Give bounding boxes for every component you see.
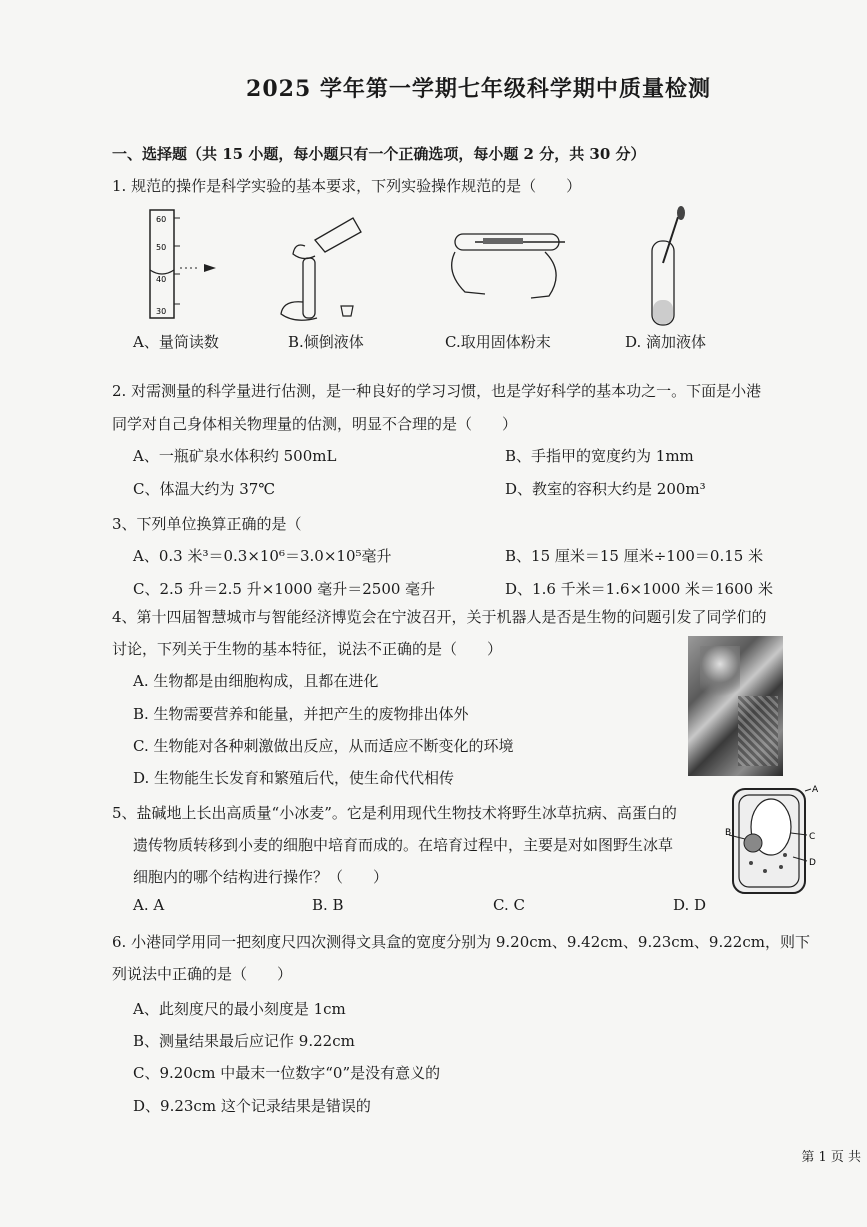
q6-option-c: C、9.20cm 中最末一位数字“0”是没有意义的 (133, 1064, 441, 1082)
eye-icon (204, 264, 216, 272)
q5-option-d: D. D (673, 896, 707, 914)
question-1-stem: 1. 规范的操作是科学实验的基本要求，下列实验操作规范的是（ ） (112, 177, 582, 195)
q2-option-d: D、教室的容积大约是 200m³ (505, 480, 706, 498)
section-heading: 一、选择题（共 15 小题，每小题只有一个正确选项，每小题 2 分，共 30 分） (112, 145, 646, 163)
cell-label-c: C (809, 832, 816, 842)
q4-option-c: C. 生物能对各种刺激做出反应，从而适应不断变化的环境 (133, 737, 514, 755)
solid-powder-figure (445, 212, 570, 307)
cell-label-a: A (812, 785, 819, 795)
question-2-stem-line1: 2. 对需测量的科学量进行估测，是一种良好的学习习惯，也是学好科学的基本功之一。下面是小港 (112, 382, 762, 400)
plant-cell-figure (725, 783, 825, 898)
q1-option-c: C.取用固体粉末 (445, 333, 551, 351)
q3-option-c: C、2.5 升＝2.5 升×1000 毫升＝2500 毫升 (133, 580, 436, 598)
q4-option-a: A. 生物都是由细胞构成，且都在进化 (133, 672, 379, 690)
question-5-stem-line2: 遗传物质转移到小麦的细胞中培育而成的。在培育过程中，主要是对如图野生冰草 (133, 836, 674, 854)
q2-option-a: A、一瓶矿泉水体积约 500mL (133, 447, 337, 465)
page-number-footer: 第 1 页 共 (801, 1150, 861, 1165)
dropper-figure (640, 205, 700, 330)
q1-option-b: B.倾倒液体 (288, 333, 364, 351)
q5-option-c: C. C (493, 896, 525, 914)
robot-expo-photo (688, 636, 783, 776)
q4-option-b: B. 生物需要营养和能量，并把产生的废物排出体外 (133, 705, 469, 723)
q3-option-d: D、1.6 千米＝1.6×1000 米＝1600 米 (505, 580, 773, 598)
question-3-stem: 3、下列单位换算正确的是（ (112, 515, 302, 533)
q6-option-d: D、9.23cm 这个记录结果是错误的 (133, 1097, 371, 1115)
q3-option-b: B、15 厘米＝15 厘米÷100＝0.15 米 (505, 547, 764, 565)
question-4-stem-line2: 讨论，下列关于生物的基本特征，说法不正确的是（ ） (112, 640, 503, 658)
q5-option-a: A. A (133, 896, 165, 914)
question-5-stem-line1: 5、盐碱地上长出高质量“小冰麦”。它是利用现代生物技术将野生冰草抗病、高蛋白的 (112, 804, 677, 822)
q1-option-d: D. 滴加液体 (625, 333, 707, 351)
q5-option-b: B. B (312, 896, 344, 914)
tick-label: 30 (156, 307, 167, 316)
q1-option-a: A、量筒读数 (133, 333, 219, 351)
tick-label: 50 (156, 243, 167, 252)
question-4-stem-line1: 4、第十四届智慧城市与智能经济博览会在宁波召开，关于机器人是否是生物的问题引发了同学们的 (112, 608, 767, 626)
q2-option-b: B、手指甲的宽度约为 1mm (505, 447, 694, 465)
cell-label-b: B (725, 828, 732, 838)
question-6-stem-line1: 6. 小港同学用同一把刻度尺四次测得文具盒的宽度分别为 9.20cm、9.42cm、9.23cm、9.22cm，则下 (112, 933, 810, 951)
exam-title: 2025 学年第一学期七年级科学期中质量检测 (246, 76, 711, 102)
question-5-stem-line3: 细胞内的哪个结构进行操作？（ ） (133, 868, 389, 886)
pouring-liquid-figure (275, 210, 365, 330)
cell-label-d: D (809, 858, 816, 868)
question-2-stem-line2: 同学对自己身体相关物理量的估测，明显不合理的是（ ） (112, 415, 518, 433)
question-6-stem-line2: 列说法中正确的是（ ） (112, 965, 293, 983)
graduated-cylinder-figure (130, 208, 230, 323)
q3-option-a: A、0.3 米³＝0.3×10⁶＝3.0×10⁵毫升 (133, 547, 392, 565)
q6-option-b: B、测量结果最后应记作 9.22cm (133, 1032, 355, 1050)
tick-label: 60 (156, 215, 167, 224)
tick-label: 40 (156, 275, 167, 284)
q4-option-d: D. 生物能生长发育和繁殖后代，使生命代代相传 (133, 769, 455, 787)
q2-option-c: C、体温大约为 37℃ (133, 480, 276, 498)
q6-option-a: A、此刻度尺的最小刻度是 1cm (133, 1000, 346, 1018)
